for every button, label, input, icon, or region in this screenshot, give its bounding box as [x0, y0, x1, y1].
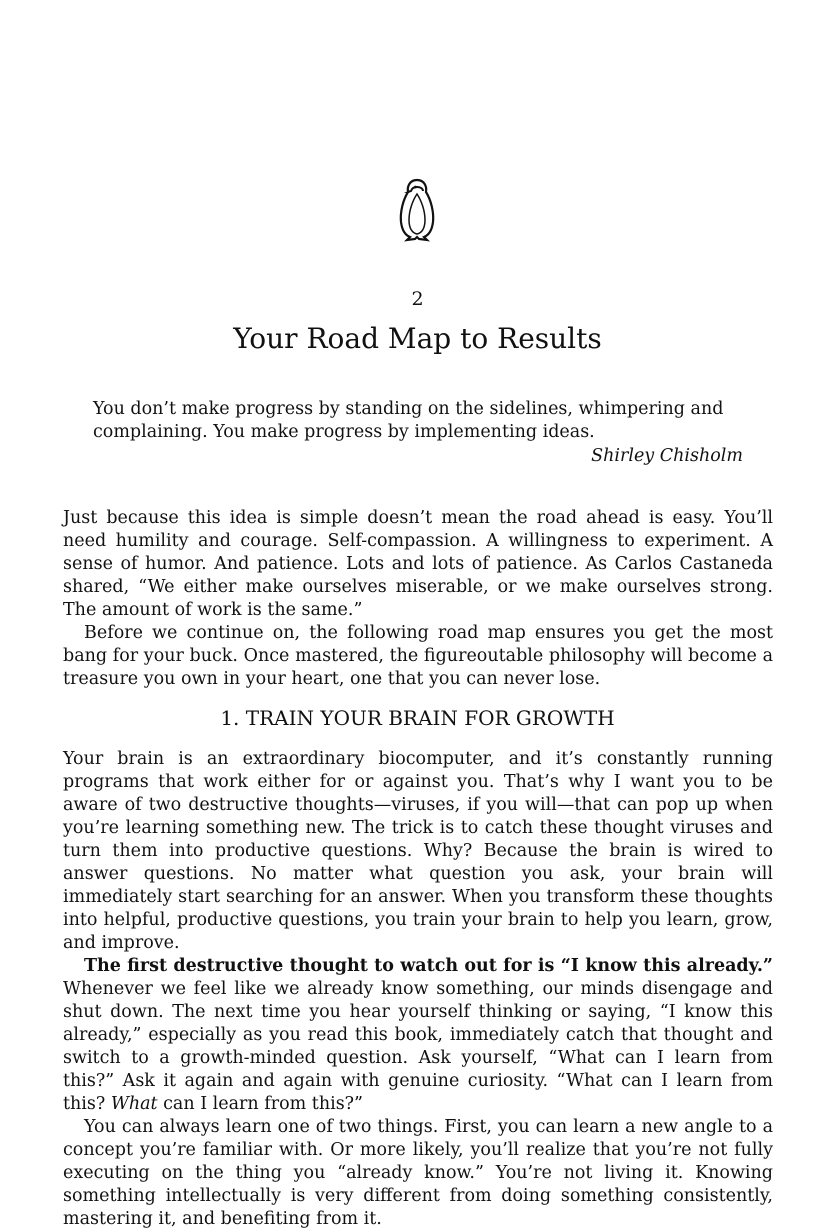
chapter-title: Your Road Map to Results [233, 322, 602, 355]
bold-lead: The first destructive thought to watch out for is “I know this already.” [84, 956, 773, 976]
chapter-number: 2 [411, 288, 424, 310]
epigraph-quote: You don’t make progress by standing on the sidelines, whimpering and complaining. You make progress by implementing ideas. [93, 399, 724, 442]
paragraph: You can always learn one of two things. First, you can learn a new angle to a concept you’re familiar with. Or more likely, you’ll realize that you’re not fully executing on the thing you “already know.” You’re not living it. Knowing something intellectually is very different from doing something consistently, mastering it, and benefiting from it. [63, 1117, 773, 1229]
paragraph: The first destructive thought to watch out for is “I know this already.” Whenever we feel like we already know something, our minds disengage and shut down. The next time you hear yourself thinking or saying, “I know this already,” especially as you read this book, immediately catch that thought and switch to a growth-minded question. Ask yourself, “What can I learn from this?” Ask it again and again with genuine curiosity. “What can I learn from this? What can I learn from this?” [63, 956, 773, 1114]
paragraph: Just because this idea is simple doesn’t mean the road ahead is easy. You’ll need humility and courage. Self-compassion. A willingness to experiment. A sense of humor. And patience. Lots and lots of patience. As Carlos Castaneda shared, “We either make ourselves miserable, or we make ourselves strong. The amount of work is the same.” [63, 508, 773, 620]
epigraph-attribution: Shirley Chisholm [591, 446, 743, 466]
paragraph: Your brain is an extraordinary biocomputer, and it’s constantly running programs that work either for or against you. That’s why I want you to be aware of two destructive thoughts—viruses, if you will—that can pop up when you’re learning something new. The trick is to catch these thought viruses and turn them into productive questions. Why? Because the brain is wired to answer questions. No matter what question you ask, your brain will immediately start searching for an answer. When you transform these thoughts into helpful, productive questions, you train your brain to help you learn, grow, and improve. [63, 749, 773, 953]
paragraph: Before we continue on, the following road map ensures you get the most bang for your buck. Once mastered, the figureoutable philosophy will become a treasure you own in your heart, one that you can never lose. [63, 623, 773, 689]
section-heading: 1. TRAIN YOUR BRAIN FOR GROWTH [220, 706, 615, 730]
intro-text [63, 507, 773, 691]
penguin-logo-icon [396, 178, 438, 242]
section-text [63, 748, 773, 1231]
